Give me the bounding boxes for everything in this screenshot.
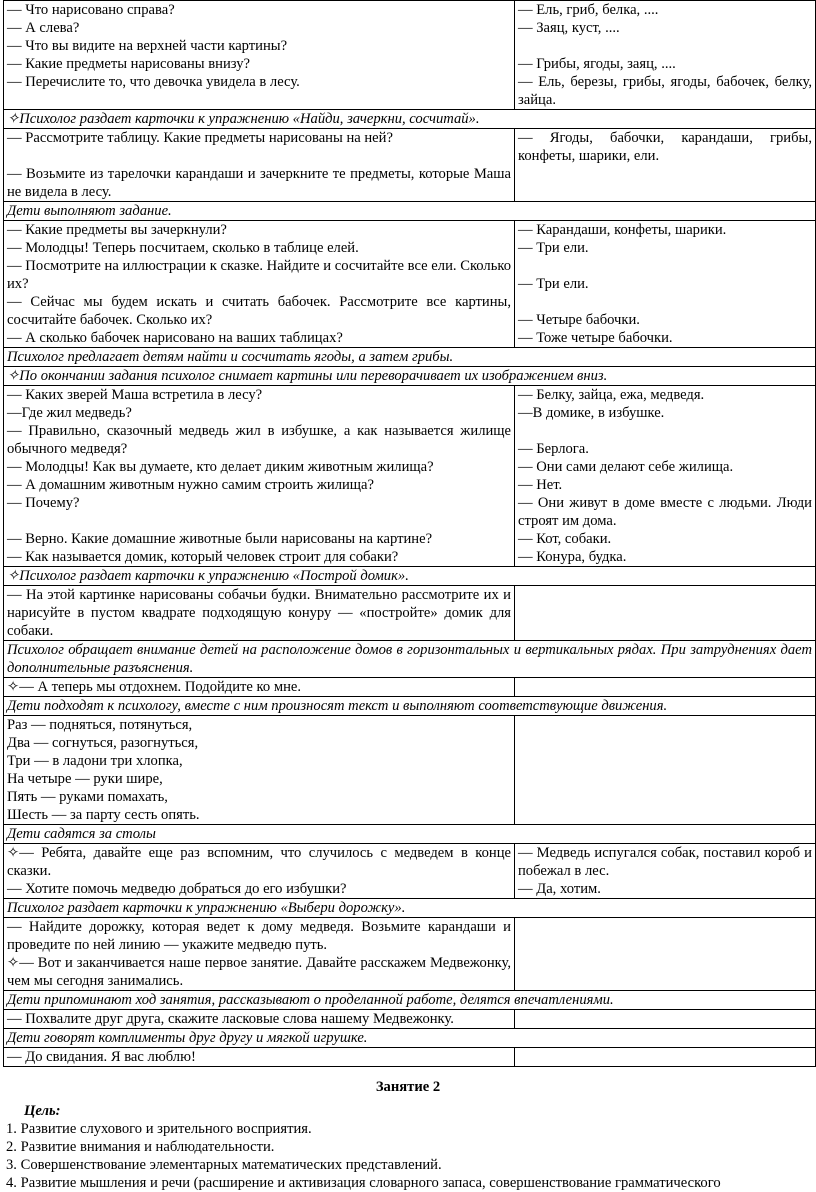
lesson-table [3, 0, 816, 1067]
speech-line: — Найдите дорожку, которая ведет к дому медведя. Возьмите карандаши и проведите по ней линию — укажите медведю путь. [7, 919, 511, 953]
answer-line: — Три ели. [518, 240, 589, 256]
answer-line: —В домике, в избушке. [518, 405, 665, 421]
children-answer [515, 1048, 816, 1067]
speech-line: — Похвалите друг друга, скажите ласковые слова нашему Медвежонку. [7, 1011, 454, 1027]
speech-line: — До свидания. Я вас люблю! [7, 1049, 196, 1065]
children-answer [515, 678, 816, 697]
answer-line: — Они живут в доме вместе с людьми. Люди строят им дома. [518, 495, 812, 529]
speech-line: Два — согнуться, разогнуться, [7, 735, 199, 751]
dialog-row [4, 678, 816, 697]
speech-line: Шесть — за парту сесть опять. [7, 807, 200, 823]
answer-line: — Нет. [518, 477, 563, 493]
note-row [4, 697, 816, 716]
speech-line: — Какие предметы нарисованы внизу? [7, 56, 250, 72]
stage-direction: ✧По окончании задания психолог снимает картины или переворачивает их изображением вниз. [4, 367, 816, 386]
speech-line: — А слева? [7, 20, 80, 36]
children-answer [515, 716, 816, 825]
note-row [4, 899, 816, 918]
answer-line [518, 257, 812, 275]
dialog-row [4, 1010, 816, 1029]
answer-line: — Четыре бабочки. [518, 312, 640, 328]
children-answer [515, 1010, 816, 1029]
answer-line: — Грибы, ягоды, заяц, .... [518, 56, 676, 72]
speech-line: — Посмотрите на иллюстрации к сказке. Найдите и сосчитайте все ели. Сколько их? [7, 258, 511, 292]
speech-line: — Как называется домик, который человек строит для собаки? [7, 549, 399, 565]
psychologist-speech [4, 221, 515, 348]
answer-line [518, 293, 812, 311]
speech-line: ✧— А теперь мы отдохнем. Подойдите ко мне. [7, 679, 302, 695]
answer-line: — Ягоды, бабочки, карандаши, грибы, конфеты, шарики, ели. [518, 130, 812, 164]
speech-line: — Каких зверей Маша встретила в лесу? [7, 387, 263, 403]
speech-line: ✧— Ребята, давайте еще раз вспомним, что случилось с медведем в конце сказки. [7, 845, 511, 879]
dialog-row [4, 386, 816, 567]
dialog-row [4, 716, 816, 825]
goal-label: Цель: [24, 1103, 61, 1119]
children-answer [515, 129, 816, 202]
speech-line: — На этой картинке нарисованы собачьи будки. Внимательно рассмотрите их и нарисуйте в пустом квадрате подходящую конуру — «постройте» домик для собаки. [7, 587, 511, 639]
speech-line: ✧— Вот и заканчивается наше первое занятие. Давайте расскажем Медвежонку, чем мы сегодня занимались. [7, 955, 511, 989]
dialog-row [4, 1, 816, 110]
children-answer [515, 221, 816, 348]
answer-line: — Медведь испугался собак, поставил короб и побежал в лес. [518, 845, 812, 879]
answer-line: — Кот, собаки. [518, 531, 612, 547]
stage-direction: Психолог обращает внимание детей на расположение домов в горизонтальных и вертикальных рядах. При затруднениях дает дополнительные разъяснения. [4, 641, 816, 678]
goal-item: 4. Развитие мышления и речи (расширение и активизация словарного запаса, совершенствование грамматического [6, 1175, 721, 1191]
answer-line: — Три ели. [518, 276, 589, 292]
answer-line: — Да, хотим. [518, 881, 601, 897]
speech-line [7, 147, 511, 165]
answer-line: — Карандаши, конфеты, шарики. [518, 222, 727, 238]
answer-line: — Берлога. [518, 441, 589, 457]
stage-direction: Психолог предлагает детям найти и сосчитать ягоды, а затем грибы. [4, 348, 816, 367]
answer-line: — Заяц, куст, .... [518, 20, 620, 36]
answer-line [518, 37, 812, 55]
session-block [0, 1078, 816, 1192]
speech-line: — Молодцы! Теперь посчитаем, сколько в таблице елей. [7, 240, 359, 256]
speech-line: — Что вы видите на верхней части картины? [7, 38, 288, 54]
speech-line: — Верно. Какие домашние животные были нарисованы на картине? [7, 531, 433, 547]
psychologist-speech [4, 1010, 515, 1029]
psychologist-speech [4, 918, 515, 991]
speech-line: — Перечислите то, что девочка увидела в лесу. [7, 74, 300, 90]
answer-line: — Тоже четыре бабочки. [518, 330, 673, 346]
answer-line: — Они сами делают себе жилища. [518, 459, 734, 475]
stage-direction: Дети говорят комплименты друг другу и мягкой игрушке. [4, 1029, 816, 1048]
dialog-row [4, 129, 816, 202]
note-row [4, 110, 816, 129]
stage-direction: Дети припоминают ход занятия, рассказывают о проделанной работе, делятся впечатлениями. [4, 991, 816, 1010]
goal-item: 3. Совершенствование элементарных математических представлений. [6, 1157, 442, 1173]
note-row [4, 202, 816, 221]
speech-line: — Возьмите из тарелочки карандаши и зачеркните те предметы, которые Маша не видела в лесу. [7, 166, 511, 200]
poem-cell [4, 716, 515, 825]
psychologist-speech [4, 129, 515, 202]
speech-line: — Рассмотрите таблицу. Какие предметы нарисованы на ней? [7, 130, 393, 146]
dialog-row [4, 586, 816, 641]
speech-line: — Хотите помочь медведю добраться до его избушки? [7, 881, 347, 897]
goal-item: 2. Развитие внимания и наблюдательности. [6, 1139, 275, 1155]
goal-item: 1. Развитие слухового и зрительного восприятия. [6, 1121, 312, 1137]
speech-line: — Что нарисовано справа? [7, 2, 175, 18]
psychologist-speech [4, 844, 515, 899]
answer-line: — Ель, березы, грибы, ягоды, бабочек, белку, зайца. [518, 74, 812, 108]
stage-direction: ✧Психолог раздает карточки к упражнению «Построй домик». [4, 567, 816, 586]
answer-line: — Белку, зайца, ежа, медведя. [518, 387, 705, 403]
answer-line [518, 422, 812, 440]
stage-direction: Психолог раздает карточки к упражнению «Выбери дорожку». [4, 899, 816, 918]
stage-direction: Дети выполняют задание. [4, 202, 816, 221]
stage-direction: Дети садятся за столы [4, 825, 816, 844]
note-row [4, 367, 816, 386]
note-row [4, 1029, 816, 1048]
answer-line: — Конура, будка. [518, 549, 627, 565]
speech-line [7, 512, 511, 530]
children-answer [515, 1, 816, 110]
speech-line: — Молодцы! Как вы думаете, кто делает диким животным жилища? [7, 459, 434, 475]
speech-line: На четыре — руки шире, [7, 771, 163, 787]
speech-line: — А домашним животным нужно самим строить жилища? [7, 477, 375, 493]
goal-list [0, 1120, 816, 1192]
speech-line: Три — в ладони три хлопка, [7, 753, 183, 769]
psychologist-speech [4, 678, 515, 697]
note-row [4, 348, 816, 367]
session-title: Занятие 2 [375, 1079, 441, 1095]
speech-line: — Почему? [7, 495, 80, 511]
note-row [4, 641, 816, 678]
psychologist-speech [4, 1, 515, 110]
children-answer [515, 386, 816, 567]
psychologist-speech [4, 386, 515, 567]
children-answer [515, 918, 816, 991]
speech-line: Раз — подняться, потянуться, [7, 717, 193, 733]
note-row [4, 825, 816, 844]
children-answer [515, 844, 816, 899]
answer-line: — Ель, гриб, белка, .... [518, 2, 659, 18]
dialog-row [4, 918, 816, 991]
speech-line: — Какие предметы вы зачеркнули? [7, 222, 227, 238]
dialog-row [4, 1048, 816, 1067]
lesson-rows [4, 1, 816, 1067]
dialog-row [4, 844, 816, 899]
speech-line: — Правильно, сказочный медведь жил в избушке, а как называется жилище обычного медведя? [7, 423, 511, 457]
speech-line: — Сейчас мы будем искать и считать бабочек. Рассмотрите все картины, сосчитайте бабочек. Сколько их? [7, 294, 511, 328]
psychologist-speech [4, 1048, 515, 1067]
stage-direction: ✧Психолог раздает карточки к упражнению «Найди, зачеркни, сосчитай». [4, 110, 816, 129]
note-row [4, 991, 816, 1010]
children-answer [515, 586, 816, 641]
speech-line: Пять — руками помахать, [7, 789, 168, 805]
stage-direction: Дети подходят к психологу, вместе с ним произносят текст и выполняют соответствующие движения. [4, 697, 816, 716]
speech-line: — А сколько бабочек нарисовано на ваших таблицах? [7, 330, 343, 346]
psychologist-speech [4, 586, 515, 641]
note-row [4, 567, 816, 586]
speech-line: —Где жил медведь? [7, 405, 132, 421]
dialog-row [4, 221, 816, 348]
